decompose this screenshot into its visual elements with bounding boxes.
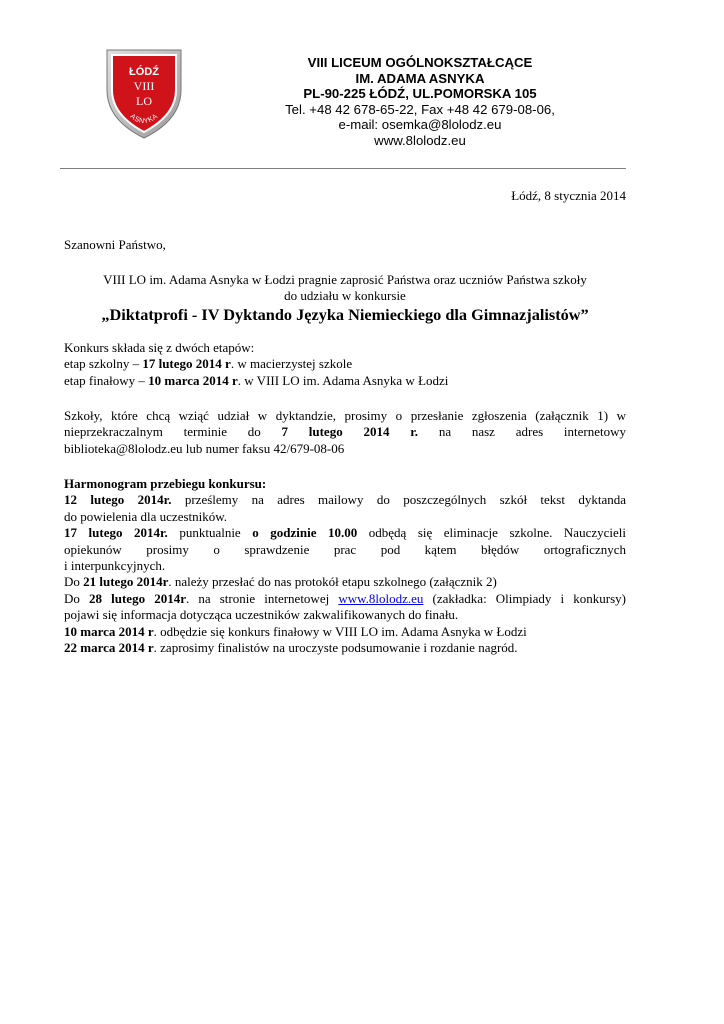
schedule-item-2: 17 lutego 2014r. punktualnie o godzinie 10.00 odbędą się eliminacje szkolne. Nauczycieli — [64, 525, 626, 541]
school-patron: IM. ADAMA ASNYKA — [355, 70, 485, 86]
website-link[interactable]: www.8lolodz.eu — [338, 590, 424, 606]
stage-school: etap szkolny – 17 lutego 2014 r. w macierzystej szkole — [64, 356, 353, 372]
stages-intro: Konkurs składa się z dwóch etapów: — [64, 340, 255, 355]
stage-final-date: 10 marca 2014 r — [148, 372, 238, 388]
application-section — [64, 408, 626, 457]
schedule-item-1-cont: do powielenia dla uczestników. — [64, 508, 228, 524]
schedule-heading: Harmonogram przebiegu konkursu: — [64, 476, 267, 491]
schedule-item-3: Do 21 lutego 2014r. należy przesłać do nas protokół etapu szkolnego (załącznik 2) — [64, 574, 497, 590]
intro-paragraph — [64, 272, 626, 303]
intro-line-1: VIII LO im. Adama Asnyka w Łodzi pragnie zaprosić Państwa oraz uczniów Państwa szkoły — [103, 272, 587, 287]
school-email: e-mail: osemka@8lolodz.eu — [338, 117, 502, 133]
logo-number: VIII — [133, 79, 155, 93]
schedule-item-1: 12 lutego 2014r. prześlemy na adres mailowy do poszczególnych szkół tekst dyktanda — [64, 492, 626, 508]
schedule-section — [64, 476, 626, 656]
school-phone: Tel. +48 42 678-65-22, Fax +48 42 679-08-06, — [285, 101, 555, 117]
stage-final: etap finałowy – 10 marca 2014 r. w VIII LO im. Adama Asnyka w Łodzi — [64, 372, 449, 388]
school-logo — [104, 46, 184, 140]
schedule-item-4: Do 28 lutego 2014r. na stronie internetowej www.8lolodz.eu (zakładka: Olimpiady i konkursy) — [64, 590, 626, 606]
apply-line-2: nieprzekraczalnym terminie do 7 lutego 2014 r. na nasz adres internetowy — [64, 424, 627, 440]
schedule-item-2-cont: opiekunów prosimy o sprawdzenie prac pod kątem błędów ortograficznych — [64, 541, 626, 557]
schedule-item-2-end: i interpunkcyjnych. — [64, 558, 166, 574]
greeting: Szanowni Państwo, — [64, 237, 166, 252]
logo-lo: LO — [136, 94, 152, 108]
apply-deadline: 7 lutego 2014 r. — [281, 424, 419, 440]
logo-city: ŁÓDŹ — [129, 66, 159, 78]
apply-line-1: Szkoły, które chcą wziąć udział w dyktandzie, prosimy o przesłanie zgłoszenia (załącznik 1) w — [64, 408, 626, 423]
logo-arc-text: ASNYKA — [128, 112, 160, 126]
stage-school-date: 17 lutego 2014 r — [142, 356, 231, 372]
schedule-item-6: 22 marca 2014 r. zaprosimy finalistów na uroczyste podsumowanie i rozdanie nagród. — [64, 640, 518, 656]
stages-section — [64, 340, 626, 389]
header-divider — [60, 168, 626, 169]
school-website[interactable]: www.8lolodz.eu — [374, 132, 466, 148]
apply-line-3: biblioteka@8lolodz.eu lub numer faksu 42/679-08-06 — [64, 440, 345, 456]
letter-date: Łódź, 8 stycznia 2014 — [511, 188, 626, 203]
schedule-item-4-cont: pojawi się informacja dotycząca uczestników zakwalifikowanych do finału. — [64, 607, 459, 623]
intro-line-2: do udziału w konkursie — [284, 287, 406, 303]
school-address: PL-90-225 ŁÓDŹ, UL.POMORSKA 105 — [303, 86, 537, 102]
school-name: VIII LICEUM OGÓLNOKSZTAŁCĄCE — [307, 55, 533, 70]
letterhead — [230, 55, 610, 149]
schedule-item-5: 10 marca 2014 r. odbędzie się konkurs finałowy w VIII LO im. Adama Asnyka w Łodzi — [64, 623, 527, 639]
contest-title: „Diktatprofi - IV Dyktando Języka Niemieckiego dla Gimnazjalistów” — [101, 305, 589, 324]
